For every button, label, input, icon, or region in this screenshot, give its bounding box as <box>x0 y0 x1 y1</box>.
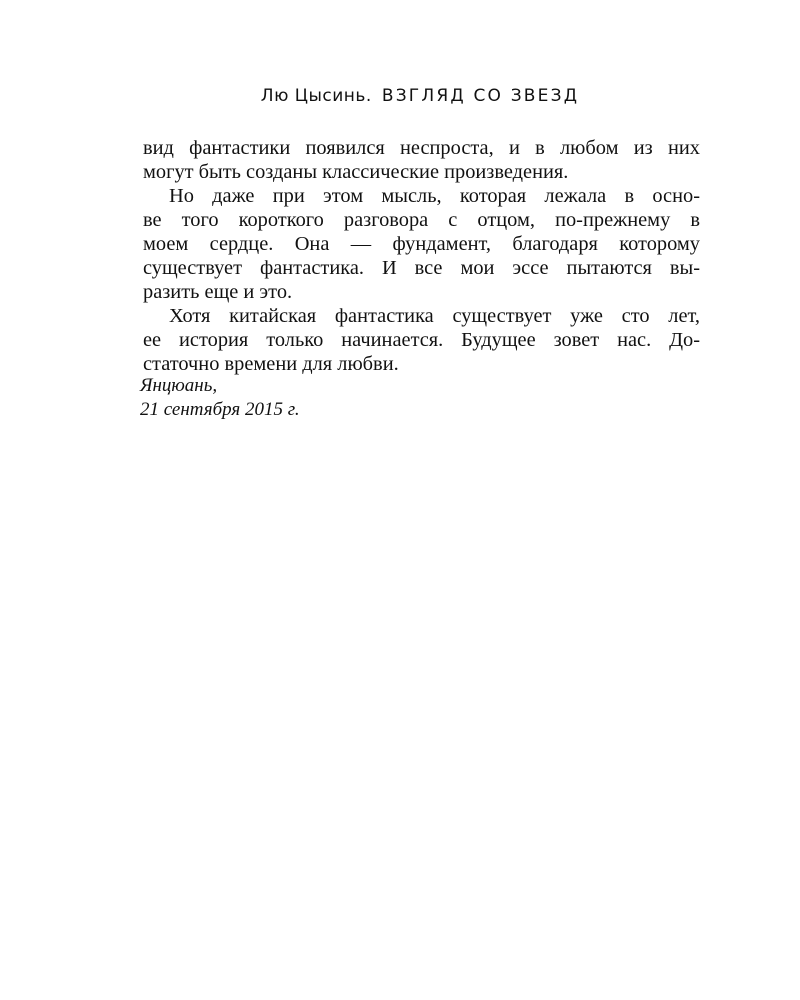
text-line: ее история только начинается. Будущее зовет нас. До- <box>143 329 700 351</box>
text-line: вид фантастики появился неспроста, и в любом из них <box>143 137 700 159</box>
text-line: моем сердце. Она — фундамент, благодаря которому <box>143 233 700 255</box>
text-line: могут быть созданы классические произведения. <box>143 161 569 183</box>
text-line: разить еще и это. <box>143 281 293 303</box>
text-line: существует фантастика. И все мои эссе пытаются вы- <box>143 257 700 279</box>
running-head <box>0 86 800 106</box>
text-line: статочно времени для любви. <box>143 353 399 375</box>
text-line: ве того короткого разговора с отцом, по-прежнему в <box>143 209 700 231</box>
signature-date: 21 сентября 2015 г. <box>140 399 300 420</box>
signature-place: Янцюань, <box>140 375 218 396</box>
body-text <box>143 136 700 376</box>
running-head-author: Лю Цысинь. <box>260 86 372 106</box>
text-line: Хотя китайская фантастика существует уже сто лет, <box>169 305 700 327</box>
signature-block <box>140 374 300 422</box>
text-line: Но даже при этом мысль, которая лежала в осно- <box>169 185 700 207</box>
running-head-title: ВЗГЛЯД СО ЗВЕЗД <box>381 86 580 106</box>
